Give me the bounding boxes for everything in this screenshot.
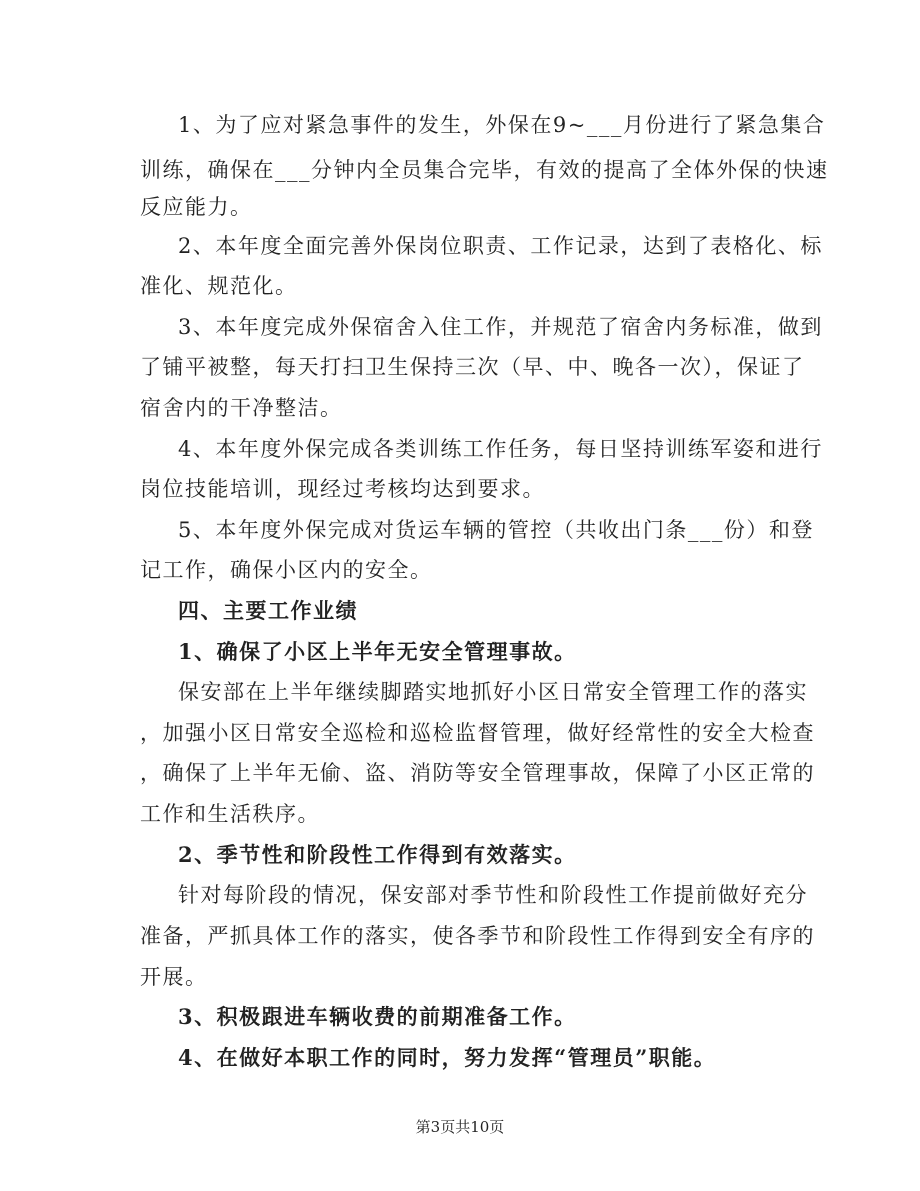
achievement-heading: 3、积极跟进车辆收费的前期准备工作。 (178, 1004, 577, 1029)
paragraph-line: 针对每阶段的情况，保安部对季节性和阶段性工作提前做好充分 (178, 883, 808, 907)
paragraph-line: 3、本年度完成外保宿舍入住工作，并规范了宿舍内务标准，做到 (178, 315, 823, 339)
achievement-heading: 1、确保了小区上半年无安全管理事故。 (178, 639, 577, 664)
achievement-heading: 2、季节性和阶段性工作得到有效落实。 (178, 842, 577, 867)
page-number-footer: 第3页共10页 (415, 1118, 505, 1136)
paragraph-line: 准备，严抓具体工作的落实，使各季节和阶段性工作得到安全有序的 (140, 924, 815, 948)
paragraph-line: 准化、规范化。 (140, 274, 298, 298)
paragraph-line: 反应能力。 (140, 195, 253, 219)
paragraph-line: 4、本年度外保完成各类训练工作任务，每日坚持训练军姿和进行 (178, 437, 823, 461)
paragraph-line: ，加强小区日常安全巡检和巡检监督管理，做好经常性的安全大检查 (140, 721, 815, 745)
paragraph-line: 工作和生活秩序。 (140, 802, 320, 826)
paragraph-line: 1、为了应对紧急事件的发生，外保在9~___月份进行了紧急集合 (178, 113, 826, 137)
paragraph-line: 岗位技能培训，现经过考核均达到要求。 (140, 477, 545, 501)
paragraph-line: 记工作，确保小区内的安全。 (140, 558, 433, 582)
paragraph-line: 2、本年度全面完善外保岗位职责、工作记录，达到了表格化、标 (178, 234, 823, 258)
paragraph-line: 训练，确保在___分钟内全员集合完毕，有效的提高了全体外保的快速 (140, 158, 829, 182)
paragraph-line: 保安部在上半年继续脚踏实地抓好小区日常安全管理工作的落实 (178, 680, 808, 704)
paragraph-line: 开展。 (140, 965, 208, 989)
section-title: 四、主要工作业绩 (178, 598, 358, 623)
paragraph-line: 了铺平被整，每天打扫卫生保持三次（早、中、晚各一次），保证了 (140, 355, 805, 379)
paragraph-line: 宿舍内的干净整洁。 (140, 396, 343, 420)
paragraph-line: 5、本年度外保完成对货运车辆的管控（共收出门条___份）和登 (178, 518, 814, 542)
achievement-heading: 4、在做好本职工作的同时，努力发挥“管理员”职能。 (178, 1045, 717, 1070)
paragraph-line: ，确保了上半年无偷、盗、消防等安全管理事故，保障了小区正常的 (140, 761, 815, 785)
